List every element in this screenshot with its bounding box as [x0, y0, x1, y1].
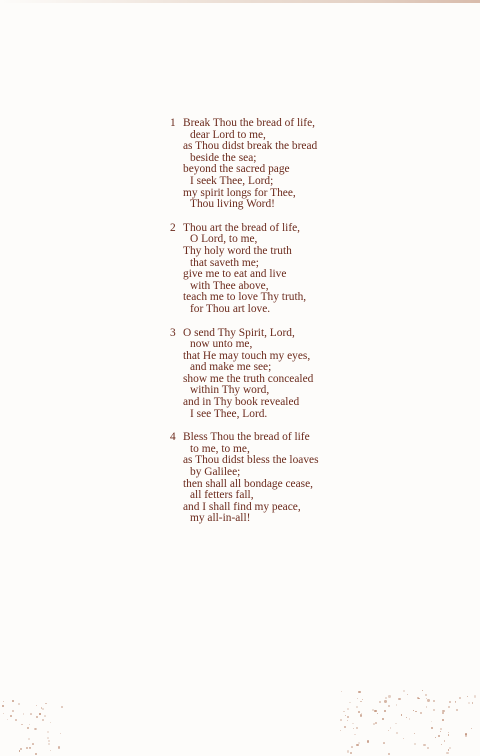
paper-speckle	[423, 744, 426, 747]
paper-speckle	[340, 730, 341, 731]
verse-line: dear Lord to me,	[190, 128, 266, 141]
paper-speckle	[42, 719, 44, 721]
paper-speckle	[406, 717, 407, 718]
paper-speckle	[47, 731, 49, 733]
paper-speckle	[347, 720, 348, 721]
verse-line: beyond the sacred page	[183, 163, 290, 176]
verse-line: I seek Thee, Lord;	[190, 174, 274, 187]
paper-speckle	[360, 701, 361, 702]
paper-speckle	[388, 695, 390, 697]
paper-speckle	[352, 723, 353, 724]
paper-speckle	[360, 714, 362, 716]
paper-speckle	[44, 715, 46, 717]
paper-speckle	[357, 698, 358, 699]
paper-speckle	[403, 690, 405, 692]
paper-speckle	[471, 728, 472, 729]
paper-speckle	[356, 706, 358, 708]
verse-line: O Lord, to me,	[190, 233, 258, 246]
paper-speckle	[377, 713, 378, 714]
paper-speckle	[354, 734, 355, 735]
paper-speckle	[48, 743, 50, 745]
verse-line: that He may touch my eyes,	[183, 349, 311, 362]
paper-speckle	[3, 713, 4, 714]
verse-line: with Thee above,	[190, 279, 269, 292]
paper-speckle	[442, 719, 444, 721]
paper-speckle	[442, 710, 444, 712]
paper-speckle	[426, 706, 428, 708]
paper-speckle	[50, 722, 51, 723]
paper-speckle	[384, 710, 386, 712]
paper-speckle	[19, 750, 21, 752]
paper-speckle	[58, 746, 60, 748]
paper-speckle	[358, 742, 360, 744]
paper-speckle	[379, 701, 382, 704]
verse-line: my all-in-all!	[190, 512, 251, 525]
paper-speckle	[375, 722, 377, 724]
verse-1	[170, 118, 370, 211]
paper-speckle	[448, 706, 450, 708]
paper-speckle	[474, 695, 476, 697]
paper-speckle	[367, 740, 369, 742]
verse-line: as Thou didst break the bread	[183, 140, 318, 153]
verse-line: my spirit longs for Thee,	[183, 186, 296, 199]
paper-speckle	[449, 747, 450, 748]
paper-speckle	[29, 724, 30, 725]
paper-speckle	[433, 709, 435, 711]
verse-line: as Thou didst bless the loaves	[183, 454, 319, 467]
paper-speckle	[29, 747, 31, 749]
paper-speckle	[45, 703, 46, 704]
paper-speckle	[401, 714, 403, 716]
paper-speckle	[455, 701, 456, 702]
paper-speckle	[444, 740, 446, 742]
paper-speckle	[467, 696, 468, 697]
paper-speckle	[12, 700, 14, 702]
verse-line: I see Thee, Lord.	[190, 407, 268, 420]
verse-number: 3	[170, 326, 176, 339]
paper-speckle	[396, 704, 398, 706]
verse-line: now unto me,	[190, 338, 253, 351]
paper-speckle	[3, 701, 4, 702]
paper-speckle	[422, 690, 423, 691]
paper-speckle	[448, 734, 449, 735]
paper-speckle	[414, 733, 415, 734]
verse-line: and make me see;	[190, 361, 272, 374]
paper-speckle	[26, 747, 28, 749]
verse-line: for Thou art love.	[190, 302, 271, 315]
paper-speckle	[10, 715, 12, 717]
paper-speckle	[431, 721, 432, 722]
verse-line: teach me to love Thy truth,	[183, 291, 307, 304]
paper-speckle	[50, 750, 51, 751]
paper-speckle	[341, 691, 342, 692]
verse-line: within Thy word,	[190, 384, 270, 397]
verse-number: 1	[170, 117, 176, 129]
paper-speckle	[15, 719, 17, 721]
paper-speckle	[472, 702, 474, 704]
paper-speckle	[36, 705, 37, 706]
verse-line: O send Thy Spirit, Lord,	[183, 326, 295, 339]
paper-speckle	[395, 723, 396, 724]
paper-speckle	[438, 735, 440, 737]
paper-speckle	[456, 709, 458, 711]
paper-speckle	[385, 697, 386, 698]
paper-speckle	[388, 753, 390, 755]
verse-line: Thy holy word the truth	[183, 244, 292, 257]
paper-speckle	[36, 716, 38, 718]
paper-speckle	[7, 719, 8, 720]
verse-line: to me, to me,	[190, 442, 250, 455]
paper-speckle	[30, 713, 32, 715]
paper-speckle	[441, 744, 442, 745]
verse-3	[170, 328, 370, 421]
paper-speckle	[414, 743, 416, 745]
paper-speckle	[448, 749, 450, 751]
paper-speckle	[426, 698, 427, 699]
paper-speckle	[48, 740, 50, 742]
paper-speckle	[373, 723, 375, 725]
paper-speckle	[18, 703, 20, 705]
paper-speckle	[390, 727, 392, 729]
paper-speckle	[425, 694, 427, 696]
paper-speckle	[403, 738, 404, 739]
paper-speckle	[413, 710, 414, 711]
paper-speckle	[384, 700, 386, 702]
paper-speckle	[388, 705, 390, 707]
verse-line: beside the sea;	[190, 151, 257, 164]
verse-line: and in Thy book revealed	[183, 396, 300, 409]
paper-speckle	[407, 694, 408, 695]
paper-speckle	[28, 738, 30, 740]
paper-speckle	[12, 710, 14, 712]
paper-speckle	[32, 743, 34, 745]
paper-speckle	[358, 711, 360, 713]
verse-line: give me to eat and live	[183, 268, 287, 281]
paper-speckle	[353, 728, 354, 729]
paper-speckle	[459, 697, 461, 699]
verse-line: that saveth me;	[190, 256, 259, 269]
paper-speckle	[449, 701, 451, 703]
paper-speckle	[465, 734, 467, 736]
verse-number: 2	[170, 221, 176, 234]
paper-speckle	[39, 713, 40, 714]
paper-speckle	[435, 737, 436, 738]
verse-line: Break Thou the bread of life,	[183, 117, 315, 129]
paper-speckle	[356, 727, 358, 729]
paper-speckle	[383, 742, 385, 744]
paper-speckle	[27, 727, 29, 729]
paper-speckle	[47, 737, 49, 739]
verse-line: show me the truth concealed	[183, 372, 314, 385]
paper-speckle	[396, 732, 398, 734]
paper-speckle	[350, 752, 352, 754]
verse-2	[170, 223, 370, 316]
paper-speckle	[42, 708, 44, 710]
verse-line: Thou art the bread of life,	[183, 221, 301, 234]
verse-line: Thou living Word!	[190, 198, 275, 211]
paper-speckle	[60, 733, 61, 734]
paper-speckle	[382, 718, 384, 720]
paper-speckle	[20, 748, 22, 750]
paper-speckle	[356, 744, 358, 746]
verse-line: and I shall find my peace,	[183, 500, 301, 513]
verse-line: by Galilee;	[190, 466, 241, 479]
paper-speckle	[388, 730, 389, 731]
paper-speckle	[431, 727, 433, 729]
paper-speckle	[415, 711, 416, 712]
paper-speckle	[427, 747, 430, 750]
paper-speckle	[468, 702, 470, 704]
paper-speckle	[35, 753, 37, 755]
paper-speckle	[446, 752, 448, 754]
paper-speckle	[2, 705, 4, 707]
paper-speckle	[427, 699, 429, 701]
paper-speckle	[358, 691, 360, 693]
paper-speckle	[418, 698, 420, 700]
paper-speckle	[23, 713, 24, 714]
verse-line: then shall all bondage cease,	[183, 477, 313, 490]
verse-line: Bless Thou the bread of life	[183, 431, 310, 444]
verse-4	[170, 432, 370, 525]
paper-speckle	[351, 746, 353, 748]
paper-speckle	[440, 728, 443, 731]
paper-speckle	[409, 718, 411, 720]
hymn-text	[170, 118, 370, 537]
paper-speckle	[349, 702, 350, 703]
paper-speckle	[398, 698, 400, 700]
page-top-edge	[0, 0, 480, 3]
paper-speckle	[448, 732, 449, 733]
verse-line: all fetters fall,	[190, 489, 254, 502]
paper-speckle	[347, 750, 350, 753]
paper-speckle	[344, 726, 346, 728]
paper-speckle	[35, 728, 37, 730]
paper-speckle	[343, 711, 344, 712]
paper-speckle	[347, 708, 349, 710]
paper-speckle	[61, 706, 63, 708]
paper-speckle	[21, 724, 23, 726]
paper-speckle	[345, 715, 346, 716]
paper-speckle	[433, 700, 435, 702]
paper-speckle	[440, 731, 442, 733]
paper-speckle	[347, 716, 349, 718]
paper-speckle	[340, 719, 342, 721]
paper-speckle	[420, 712, 422, 714]
verse-number: 4	[170, 431, 176, 444]
paper-speckle	[442, 712, 444, 714]
